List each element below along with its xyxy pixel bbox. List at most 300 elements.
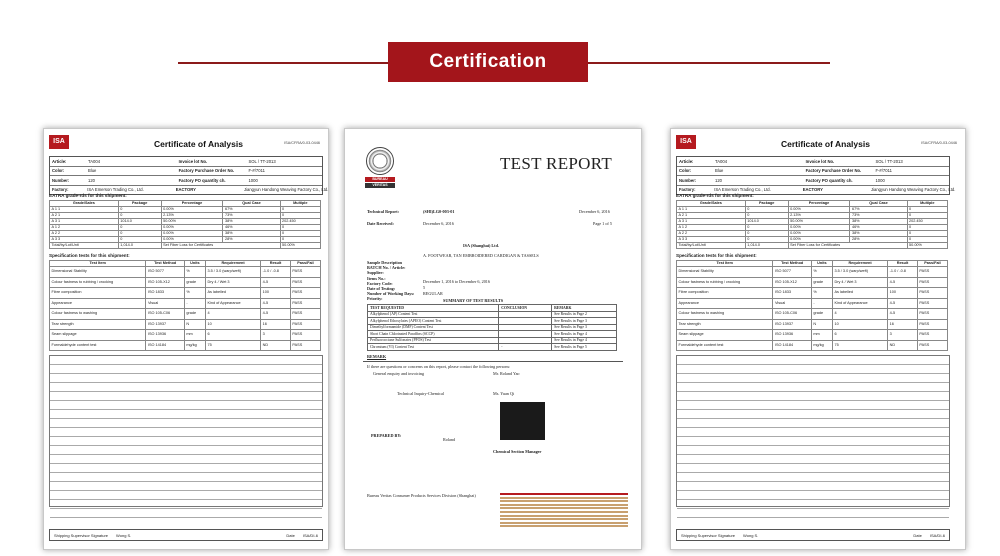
grades-table (676, 200, 948, 249)
header-cell: 120 (88, 177, 95, 183)
specs-cell: ISO 1833 (773, 288, 811, 299)
empty-row (50, 392, 322, 401)
applicant-line: A. FOOTWEAR, TAN EMBROIDERED CARDIGAN & TASSELS (423, 253, 539, 258)
grades-cell: 38% (223, 219, 280, 225)
grades-cell: A 2 1 (677, 213, 746, 219)
specs-cell: Fibre composition (677, 288, 773, 299)
specs-cell: Tear strength (50, 319, 146, 330)
header-row (677, 176, 949, 186)
specs-cell: 4 (832, 309, 887, 320)
empty-row (677, 473, 949, 482)
header-cell: 1000 (875, 177, 885, 183)
empty-row (50, 410, 322, 419)
grades-cell: A 1 2 (50, 225, 119, 231)
specs-cell: 6 (832, 330, 887, 341)
prepared-name: Roland (443, 437, 456, 442)
grades-cell: 0.00% (788, 237, 850, 243)
grades-cell: A 3 1 (50, 219, 119, 225)
grades-cell: 46% (223, 225, 280, 231)
specs-header: Test Item (50, 261, 146, 267)
specs-cell: N (184, 319, 205, 330)
grades-header: Percentage (161, 201, 223, 207)
summary-cell: Dimethylformamide (DMF) Content Test (368, 324, 499, 331)
empty-row (50, 482, 322, 491)
specs-cell: 4-5 (888, 309, 918, 320)
empty-row (50, 419, 322, 428)
grades-header: Package (745, 201, 788, 207)
specs-cell: 16 (261, 319, 291, 330)
header-row (50, 157, 322, 167)
grades-header: Multiple (280, 201, 320, 207)
specs-table (676, 260, 948, 351)
specs-cell: PASS (290, 330, 320, 341)
table-row (50, 340, 321, 351)
header-cell: Article: (52, 158, 67, 164)
grades-cell: A 1 1 (50, 207, 119, 213)
footer-label: Shipping Supervisor Signature (681, 532, 736, 538)
grades-cell: A 2 1 (50, 213, 119, 219)
specs-cell: 4-5 (888, 298, 918, 309)
specs-cell: PASS (290, 319, 320, 330)
test-report[interactable] (344, 128, 642, 550)
specs-cell: mg/kg (811, 340, 832, 351)
specs-cell: PASS (917, 267, 947, 278)
header-cell: TA004 (715, 158, 728, 164)
specs-cell: ISO 105-C06 (773, 309, 811, 320)
contact-name2: Ms. Yuan Qi (493, 391, 515, 396)
table-row (677, 340, 948, 351)
header-row (50, 176, 322, 186)
specs-cell: Seam slippage (50, 330, 146, 341)
table-row (677, 330, 948, 341)
header-cell: ISA Emerson Trading Co., Ltd. (87, 187, 144, 193)
empty-row (50, 464, 322, 473)
specs-cell: Formaldehyde content test (677, 340, 773, 351)
specs-cell: mm (184, 330, 205, 341)
certificate-header-grid (676, 156, 956, 195)
specs-cell: 3 (888, 330, 918, 341)
specs-cell: mg/kg (184, 340, 205, 351)
total-label: Total/by/Lot/Unit (50, 243, 119, 249)
lab-address: Bureau Veritas Consumer Products Services Division (Shanghai) (367, 493, 476, 498)
certificate-number: ISA/CFRA/0-03-0446 (284, 141, 320, 145)
specs-header: Units (811, 261, 832, 267)
grades-cell: 0.00% (788, 207, 850, 213)
specs-cell: PASS (917, 288, 947, 299)
specs-cell: 100 (261, 288, 291, 299)
total-pct: 50.00% (907, 243, 947, 249)
grades-cell: 0 (745, 225, 788, 231)
footer-name: Wong S. (116, 532, 132, 538)
specs-header: Pass/Fail (290, 261, 320, 267)
summary-cell: See Results in Page 2 (552, 311, 617, 318)
specs-cell: grade (811, 277, 832, 288)
header-cell: Jiangyun Handong Weaving Factory Co., Ltd. (870, 187, 956, 193)
specs-cell: % (184, 267, 205, 278)
grades-header: Qual Case (223, 201, 280, 207)
specs-cell: ISO 105-X12 (773, 277, 811, 288)
grades-header: Percentage (788, 201, 850, 207)
client-name: ISA (Shanghai) Ltd. (463, 243, 499, 248)
grades-cell: 0.00% (161, 231, 223, 237)
empty-row (50, 365, 322, 374)
summary-header: REMARK (552, 305, 617, 312)
empty-row (50, 473, 322, 482)
summary-cell: See Results in Page 3 (552, 318, 617, 325)
prepared-label: PREPARED BY: (371, 433, 402, 438)
specs-cell: % (811, 267, 832, 278)
specs-cell: Appearance (677, 298, 773, 309)
certificate-left[interactable] (43, 128, 329, 550)
specs-cell: PASS (290, 267, 320, 278)
specs-header: Test Method (146, 261, 184, 267)
empty-row (677, 482, 949, 491)
bureau-veritas-logo (365, 147, 395, 188)
grades-cell: 50.00% (161, 219, 223, 225)
specs-header: Test Method (773, 261, 811, 267)
logo-text-bureau: BUREAU (365, 177, 395, 182)
empty-row (50, 428, 322, 437)
grades-cell: 0 (745, 207, 788, 213)
report-field-label: Supplier: (367, 270, 384, 276)
grades-cell: 0 (280, 231, 320, 237)
header-rule-left (178, 62, 388, 64)
date-received: December 6, 2016 (423, 221, 454, 226)
section-specs: Specification tests for this shipment: (676, 253, 757, 258)
summary-cell: Alkylphenol Ethoxylates (APEO) Content Test (368, 318, 499, 325)
grades-cell: 2.13% (161, 213, 223, 219)
specs-cell: Seam slippage (677, 330, 773, 341)
date-label: Date Received: (367, 221, 394, 226)
table-row (677, 277, 948, 288)
specs-cell: ND (261, 340, 291, 351)
header-cell: Number: (679, 177, 697, 183)
report-field-label: Date of Testing: (367, 286, 396, 291)
header-row (50, 167, 322, 177)
specs-cell: 16 (888, 319, 918, 330)
grades-cell: 0 (907, 207, 947, 213)
grades-cell: 0.00% (161, 237, 223, 243)
empty-row (677, 392, 949, 401)
grades-cell: A 2 2 (50, 231, 119, 237)
specs-cell: 4 (205, 309, 260, 320)
grades-cell: 0 (280, 237, 320, 243)
specs-cell: Colour fastness to washing (677, 309, 773, 320)
report-field-label: Items No.: (367, 275, 386, 281)
specs-header: Test Item (677, 261, 773, 267)
specs-cell: PASS (917, 298, 947, 309)
specs-cell: mm (811, 330, 832, 341)
summary-table (367, 304, 617, 351)
grades-cell: A 3 3 (677, 237, 746, 243)
grades-cell: 0.00% (161, 207, 223, 213)
specs-cell: Dry 4 / Wet 3 (205, 277, 260, 288)
specs-cell: PASS (290, 288, 320, 299)
summary-cell: See Results in Page 3 (552, 324, 617, 331)
specs-cell: 4-5 (888, 277, 918, 288)
specs-cell: Fibre composition (50, 288, 146, 299)
specs-header: Units (184, 261, 205, 267)
empty-row (50, 356, 322, 365)
grades-cell: 0 (745, 231, 788, 237)
empty-row (677, 455, 949, 464)
empty-row (677, 428, 949, 437)
grades-cell: 0 (907, 237, 947, 243)
total-row (50, 243, 321, 249)
grades-header: Multiple (907, 201, 947, 207)
footer-date-label: Date (286, 532, 295, 538)
certificate-right[interactable] (670, 128, 966, 550)
total-value: 1,014.0 (745, 243, 788, 249)
specs-cell: PASS (290, 340, 320, 351)
page-title: Certification (388, 42, 588, 82)
specs-cell: - (811, 298, 832, 309)
specs-cell: Formaldehyde content test (50, 340, 146, 351)
grades-cell: 202.450 (907, 219, 947, 225)
specs-header: Requirement (832, 261, 887, 267)
grades-cell: 2.13% (788, 213, 850, 219)
report-page: Page 1 of 5 (593, 221, 612, 226)
header-cell: 1000 (248, 177, 258, 183)
grades-cell: 0 (118, 207, 161, 213)
report-field-label: BATCH No. / Article: (367, 265, 406, 271)
table-row (50, 277, 321, 288)
summary-header: TEST REQUESTED (368, 305, 499, 312)
specs-cell: Kind of Appearance (205, 298, 260, 309)
contact-general: General enquiry and invoicing (373, 371, 425, 376)
specs-cell: ISO 13936 (773, 330, 811, 341)
specs-cell: 3.5 / 3.0 (warp/weft) (205, 267, 260, 278)
logo-text-veritas: VERITAS (365, 183, 395, 188)
isa-logo: ISA (49, 135, 69, 149)
empty-row (677, 491, 949, 500)
grades-cell: 67% (850, 207, 907, 213)
specs-cell: grade (184, 277, 205, 288)
certificate-footer (676, 529, 950, 541)
specs-cell: ISO 14184 (146, 340, 184, 351)
header-cell: Invoice lot No. (805, 158, 835, 164)
specs-cell: ISO 13937 (773, 319, 811, 330)
certificate-footer (49, 529, 323, 541)
summary-cell: Chromium (VI) Content Test (368, 344, 499, 351)
header-rule-right (588, 62, 830, 64)
summary-cell: See Results in Page 4 (552, 331, 617, 338)
specs-cell: ISO 1833 (146, 288, 184, 299)
header-cell: ISA Emerson Trading Co., Ltd. (714, 187, 771, 193)
table-row (677, 309, 948, 320)
summary-cell: Alkylphenol (AP) Content Test (368, 311, 499, 318)
grades-cell: A 3 1 (677, 219, 746, 225)
grades-header: Grade/Sales (677, 201, 746, 207)
header-cell: Factory PO quantity ch. (805, 177, 853, 183)
remark-rule (363, 361, 623, 362)
header-cell: Factory: (679, 187, 696, 193)
grades-cell: 1014.0 (745, 219, 788, 225)
header-cell: EACTORY (175, 187, 196, 193)
specs-cell: 4-5 (261, 277, 291, 288)
grades-cell: 0 (118, 213, 161, 219)
header-cell: Jiangyun Handong Weaving Factory Co., Ltd. (243, 187, 329, 193)
grades-cell: 0.00% (788, 225, 850, 231)
section-grades: EATRA grade-rds for this shipment: (676, 193, 754, 198)
report-no-label: Technical Report: (367, 209, 400, 214)
grades-cell: A 1 1 (677, 207, 746, 213)
specs-cell: Colour fastness to rubbing / crocking (677, 277, 773, 288)
empty-row (677, 446, 949, 455)
table-row (50, 330, 321, 341)
specs-cell: ISO 5077 (773, 267, 811, 278)
empty-row (50, 446, 322, 455)
specs-header: Result (888, 261, 918, 267)
specs-cell: PASS (917, 340, 947, 351)
grades-cell: 38% (850, 219, 907, 225)
grades-cell: 0 (118, 237, 161, 243)
summary-cell: See Results in Page 5 (552, 344, 617, 351)
grades-cell: 0.00% (788, 231, 850, 237)
header-row (677, 157, 949, 167)
empty-row (50, 437, 322, 446)
grades-cell: 0 (118, 225, 161, 231)
specs-cell: 4-5 (261, 298, 291, 309)
empty-row (677, 374, 949, 383)
empty-row (677, 500, 949, 509)
header-cell: SOL / TT-2013 (248, 158, 276, 164)
section-specs: Specification tests for this shipment: (49, 253, 130, 258)
contact-name: Mr. Roland Yao (493, 371, 520, 376)
table-row (368, 344, 617, 351)
specs-table (49, 260, 321, 351)
grades-cell: 0 (907, 213, 947, 219)
report-no: (SHI)LG0-003-01 (423, 209, 455, 214)
specs-cell: As labelled (832, 288, 887, 299)
header-cell: Article: (679, 158, 694, 164)
grades-cell: 38% (850, 231, 907, 237)
total-pct: 50.00% (280, 243, 320, 249)
isa-logo: ISA (676, 135, 696, 149)
summary-title: SUMMARY OF TEST RESULTS (443, 298, 504, 303)
header-cell: Blue (715, 168, 724, 174)
specs-cell: Visual (146, 298, 184, 309)
grades-cell: 50.00% (788, 219, 850, 225)
empty-row (677, 437, 949, 446)
empty-row (50, 374, 322, 383)
header-cell: Invoice lot No. (178, 158, 208, 164)
table-row (677, 267, 948, 278)
grades-header: Grade/Sales (50, 201, 119, 207)
footer-label: Shipping Supervisor Signature (54, 532, 109, 538)
certificate-title: Certificate of Analysis (781, 139, 870, 149)
grades-cell: 0 (280, 213, 320, 219)
report-field-label: Sample Description (367, 260, 403, 265)
grades-cell: 46% (850, 225, 907, 231)
specs-cell: Colour fastness to rubbing / crocking (50, 277, 146, 288)
specs-cell: 3 (261, 330, 291, 341)
empty-rows (676, 355, 950, 507)
contact-tech: Technical Inquiry-Chemical (397, 391, 445, 396)
grades-cell: A 1 2 (677, 225, 746, 231)
specs-cell: As labelled (205, 288, 260, 299)
table-row (50, 267, 321, 278)
footer-date: ISA/DI-6 (302, 532, 318, 538)
grades-cell: 28% (850, 237, 907, 243)
specs-cell: % (184, 288, 205, 299)
specs-cell: ISO 105-C06 (146, 309, 184, 320)
grades-cell: 0 (280, 225, 320, 231)
empty-row (50, 509, 322, 518)
specs-cell: Kind of Appearance (832, 298, 887, 309)
specs-cell: ISO 14184 (773, 340, 811, 351)
specs-header: Pass/Fail (917, 261, 947, 267)
certificate-header-grid (49, 156, 329, 195)
empty-row (677, 401, 949, 410)
specs-cell: Appearance (50, 298, 146, 309)
report-title: TEST REPORT (500, 154, 613, 173)
testing-date: December 1, 2016 to December 6, 2016 (423, 279, 490, 284)
specs-cell: grade (811, 309, 832, 320)
header-cell: Color: (52, 168, 65, 174)
empty-row (677, 383, 949, 392)
header-cell: EACTORY (802, 187, 823, 193)
signature-image (500, 402, 545, 440)
empty-row (50, 500, 322, 509)
empty-row (677, 419, 949, 428)
specs-cell: 100 (888, 288, 918, 299)
manager-title: Chemical Section Manager (493, 449, 542, 454)
empty-row (677, 410, 949, 419)
table-row (50, 288, 321, 299)
grades-header: Package (118, 201, 161, 207)
grades-cell: A 2 2 (677, 231, 746, 237)
grades-header: Qual Case (850, 201, 907, 207)
grades-table (49, 200, 321, 249)
specs-cell: -1.0 / -0.8 (261, 267, 291, 278)
specs-cell: Dry 4 / Wet 3 (832, 277, 887, 288)
total-note: Set Fiber Loss for Certificates (788, 243, 907, 249)
header-cell: TA004 (88, 158, 101, 164)
header-cell: Color: (679, 168, 692, 174)
remark-title: REMARK (367, 354, 387, 359)
empty-row (677, 365, 949, 374)
report-field-label: Number of Working Days: (367, 291, 415, 297)
specs-cell: PASS (917, 309, 947, 320)
working-days: 5 (423, 285, 426, 290)
report-field-label: Factory Code: (367, 280, 393, 286)
header-cell: Factory Purchase Order No. (178, 168, 235, 174)
specs-cell: ISO 13936 (146, 330, 184, 341)
grades-cell: 0 (118, 231, 161, 237)
grades-cell: 0 (907, 225, 947, 231)
total-label: Total/by/Lot/Unit (677, 243, 746, 249)
header-cell: SOL / TT-2013 (875, 158, 903, 164)
header-row (677, 167, 949, 177)
remark-text: If there are questions or concerns on this report, please contact the following persons: (367, 364, 511, 369)
header-cell: F-#/7011 (248, 168, 265, 174)
specs-cell: PASS (290, 309, 320, 320)
specs-cell: 75 (205, 340, 260, 351)
specs-cell: Colour fastness to washing (50, 309, 146, 320)
empty-row (50, 383, 322, 392)
footer-date: ISA/DI-6 (929, 532, 945, 538)
empty-row (50, 455, 322, 464)
specs-cell: 10 (205, 319, 260, 330)
seal-icon (366, 147, 394, 175)
header-cell: Blue (88, 168, 97, 174)
grades-cell: A 3 3 (50, 237, 119, 243)
total-value: 1,014.0 (118, 243, 161, 249)
grades-cell: 28% (223, 237, 280, 243)
empty-row (677, 356, 949, 365)
report-field-label: Priority: (367, 296, 383, 302)
